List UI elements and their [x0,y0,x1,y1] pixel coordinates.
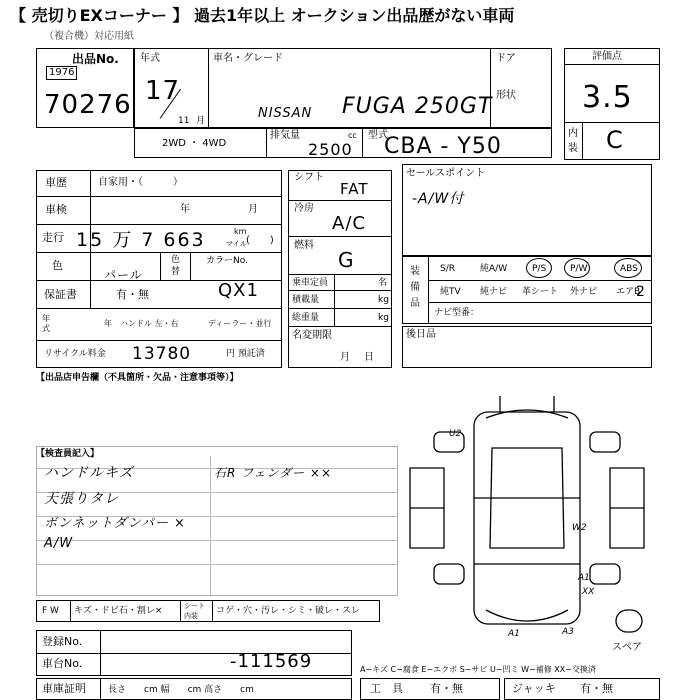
door-label: ドア [496,53,516,64]
inspector-label: 【検査員記入】 [36,449,100,459]
type-label: 型式 [368,130,388,141]
first-reg-handle: ハンドル 左・右 [120,319,179,328]
shift-label: シフト [294,172,324,183]
jack-label: ジャッキ [512,682,556,695]
wheel-fr [590,432,620,452]
interior-label-2: 装 [568,143,578,154]
header-title: 【 売切りEXコーナー 】 過去1年以上 オークション出品歴がない車両 [10,6,515,25]
capacity-label: 乗車定員 [292,278,329,288]
equip-sr: S/R [440,264,455,274]
diag-mark-u2: U2 [449,429,462,439]
first-reg-year: 年 [104,319,112,328]
color-change-1: 色 [171,255,181,265]
ac-value: A/C [332,213,366,234]
color-no-value: QX1 [218,280,259,301]
sub-note: （複合機）対応用紙 [44,31,134,42]
circle-ps [526,258,552,278]
color-change-2: 替 [171,267,181,277]
tools-value: 有・無 [430,682,463,695]
car-diagram [404,388,650,638]
model-label: 車名・グレード [213,53,283,64]
diag-mark-a3: A3 [562,627,574,637]
equip-leather: 革シート [522,287,559,297]
later-label: 後日品 [406,329,436,340]
first-reg-dealer: ディーラー・並行 [208,319,272,328]
color-value: パール [104,268,143,282]
owner-change-unit: 月日 [340,352,388,363]
sales-label: セールスポイント [406,168,486,179]
diag-mark-a1-bottom: A1 [508,629,520,638]
diag-mark-a1-top: A1 [578,573,590,583]
lot-number: 70276 [44,90,132,120]
fuel-value: G [338,248,355,272]
recycle-unit: 円 預託済 [226,349,265,359]
inspector-note-1: ハンドルキズ [44,465,134,481]
shift-value: FAT [340,180,369,198]
navi-model-label: ナビ型番： [434,308,480,318]
chassis-value: -111569 [230,651,313,672]
displacement-value: 2500 [308,140,353,159]
report-label: 【出品店申告欄（不具箇所・欠品・注意事項等）】 [36,373,239,383]
history-label: 車歴 [45,176,67,189]
recycle-label: リサイクル料金 [44,349,106,359]
condition-fw: F W [42,606,59,616]
sales-value: -A/W付 [412,191,465,207]
equip-label-2: 備 [410,282,420,293]
ac-label: 冷房 [294,203,314,214]
inspection-month-unit: 月 [248,204,258,215]
condition-items2: コゲ・穴・汚レ・シミ・破レ・スレ [216,606,361,616]
inspector-note-4: A/W [44,536,74,551]
circle-abs [614,258,642,278]
lot-label: 出品No. [72,52,119,66]
equip-tv: 純TV [440,287,461,297]
condition-seat-2: 内装 [184,612,198,620]
fuel-label: 燃料 [294,240,314,251]
equip-label-1: 装 [410,266,420,277]
shape-label: 形状 [496,90,516,101]
equip-airbag: エアB [616,287,641,297]
equip-extnavi: 外ナビ [570,287,598,297]
diag-mark-xx: XX [582,587,595,597]
equip-abs: ABS [620,264,638,274]
car-rear [486,610,568,621]
model-name: FUGA 250GT [342,94,493,119]
owner-change-label: 名変期限 [292,330,332,341]
warranty-label: 保証書 [44,288,77,301]
equip-label-3: 品 [410,298,420,309]
jack-value: 有・無 [580,682,613,695]
lot-small: 1976 [46,66,77,80]
mileage-paren: ( ) [246,235,274,246]
airbag-count: 2 [636,284,646,300]
cert-label: 車庫証明 [42,682,86,695]
inspector-note-2: 天張りタレ [44,491,119,507]
inspector-note-3: ボンネットダンパー × [44,516,186,531]
load-label: 積載量 [292,295,320,305]
rating-label: 評価点 [592,51,622,62]
year-label: 年式 [140,53,160,64]
circle-pw [564,258,590,278]
condition-seat-1: シート [184,602,205,610]
equip-aw: 純A/W [480,264,508,274]
wheel-rl [434,564,464,584]
spare-label: スペア [612,642,642,653]
mileage-unit-km: km [234,227,247,236]
condition-items: キズ・ドビ石・割レ× [74,606,163,616]
drive-label: 2WD ・ 4WD [162,138,227,149]
equip-pw: P/W [570,264,588,274]
first-reg-1: 年 [42,314,50,323]
tools-label: 工 具 [370,682,403,695]
registration-label: 登録No. [42,635,83,648]
color-label: 色 [52,259,63,272]
legend: A−キズ C−腐食 E−エクボ S−サビ U−凹ミ W−補修 XX−交換済 [360,665,596,674]
equip-navi: 純ナビ [480,287,508,297]
gross-label: 総重量 [292,313,320,323]
color-no-label: カラーNo. [206,256,248,266]
model-maker: NISSAN [258,106,313,121]
info-table [36,170,282,368]
interior-label-1: 内 [568,128,578,139]
mileage-value: 15 万 7 663 [76,229,206,251]
year-month-unit: 月 [196,116,206,126]
car-body [474,412,580,624]
diag-mark-w2: W2 [572,523,587,533]
load-unit: kg [378,295,389,305]
warranty-value: 有・無 [116,288,149,301]
interior-value: C [606,126,624,154]
recycle-value: 13780 [132,344,192,364]
wheel-rr [590,564,620,584]
mileage-unit-mile: マイル [226,240,247,248]
history-value: 自家用・（ ） [98,177,183,188]
capacity-unit: 名 [378,278,388,288]
gross-unit: kg [378,313,389,323]
inspection-year-unit: 年 [180,204,190,215]
year-month: 11 [178,116,190,126]
chassis-label: 車台No. [42,657,83,670]
cert-dims: 長さ cm 幅 cm 高さ cm [108,685,254,695]
year-value: 17 [145,76,181,106]
displacement-unit: cc [348,131,357,140]
inspector-right-note: 石R フェンダー ×× [214,466,332,480]
mileage-label: 走行 [42,231,64,244]
type-value: CBA - Y50 [384,134,502,159]
inspection-label: 車検 [45,203,67,216]
later-box [402,326,652,368]
first-reg-2: 式 [42,324,50,333]
rating-value: 3.5 [582,80,633,115]
displacement-label: 排気量 [270,130,300,141]
car-hood [486,410,568,418]
spare-tire [616,610,642,632]
equip-ps: P/S [532,264,547,274]
